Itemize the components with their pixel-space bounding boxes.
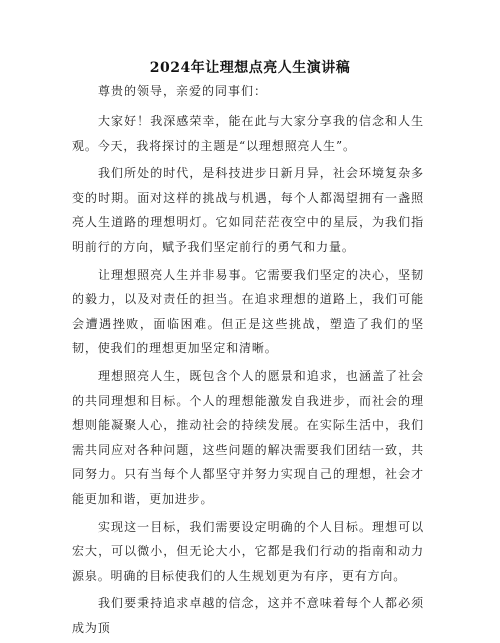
document-title: 2024年让理想点亮人生演讲稿 (149, 60, 351, 76)
paragraph-perseverance: 让理想照亮人生并非易事。它需要我们坚定的决心，坚韧的毅力，以及对责任的担当。在追求理想的道路上，我们可能会遭遇挫败，面临困难。但正是这些挑战，塑造了我们的坚韧，使我们的理想更加坚定和清晰。 (72, 267, 424, 356)
paragraph-goals: 实现这一目标，我们需要设定明确的个人目标。理想可以宏大，可以微小，但无论大小，它都是我们行动的指南和动力源泉。明确的目标使我们的人生规划更为有序，更有方向。 (72, 519, 424, 583)
paragraph-society: 理想照亮人生，既包含个人的愿景和追求，也涵盖了社会的共同理想和目标。个人的理想能激发自我进步，而社会的理想则能凝聚人心，推动社会的持续发展。在实际生活中，我们需共同应对各种问题，这些问题的解决需要我们团结一致，共同努力。只有当每个人都坚守并努力实现自己的理想，社会才能更加和谐，更加进步。 (72, 368, 424, 506)
paragraph-greeting: 大家好！我深感荣幸，能在此与大家分享我的信念和人生观。今天，我将探讨的主题是“以理想照亮人生”。 (72, 114, 424, 153)
paragraph-excellence: 我们要秉持追求卓越的信念，这并不意味着每个人都必须成为顶 (72, 596, 424, 635)
paragraph-era: 我们所处的时代，是科技进步日新月异，社会环境复杂多变的时期。面对这样的挑战与机遇，每个人都渴望拥有一盏照亮人生道路的理想明灯。它如同茫茫夜空中的星辰，为我们指明前行的方向，赋予我们坚定前行的勇气和力量。 (72, 166, 424, 254)
document-body (72, 109, 424, 643)
salutation: 尊贵的领导，亲爱的同事们： (98, 84, 268, 98)
